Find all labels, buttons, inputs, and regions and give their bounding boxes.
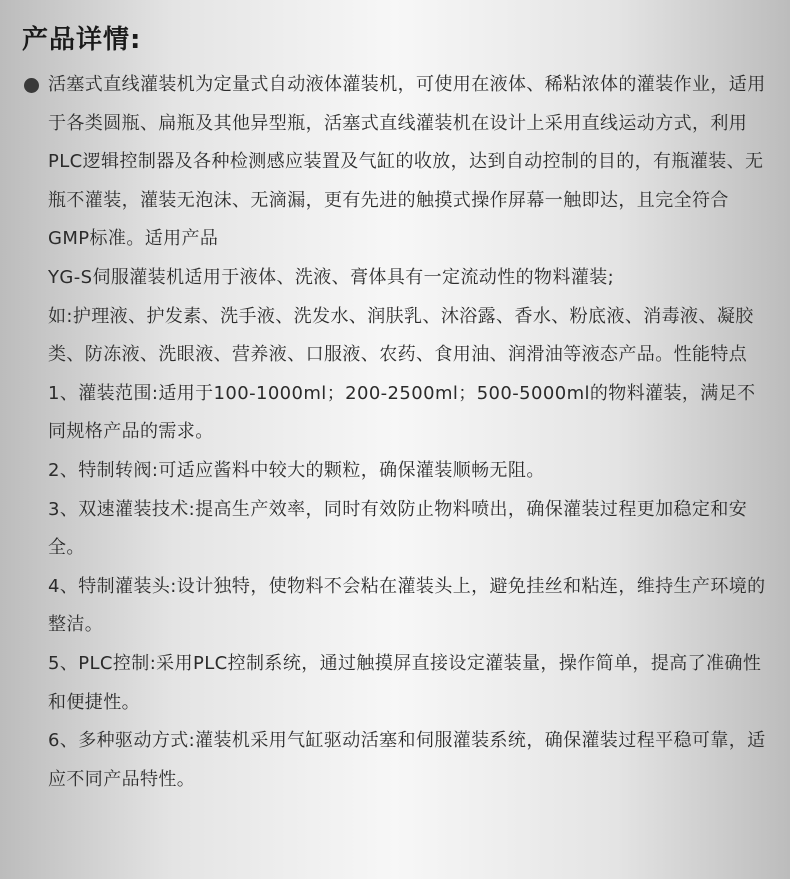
feature-item: 1、灌装范围:适用于100-1000ml；200-2500ml；500-5000ml的物料灌装，满足不同规格产品的需求。 [48,382,756,443]
feature-item: 4、特制灌装头:设计独特，使物料不会粘在灌装头上，避免挂丝和粘连，维持生产环境的整洁。 [48,575,766,636]
examples-paragraph: 如:护理液、护发素、洗手液、洗发水、润肤乳、沐浴露、香水、粉底液、消毒液、凝胶类、防冻液、洗眼液、营养液、口服液、农药、食用油、润滑油等液态产品。性能特点 [48,305,754,366]
feature-item: 5、PLC控制:采用PLC控制系统，通过触摸屏直接设定灌装量，操作简单，提高了准确性和便捷性。 [48,652,762,713]
bullet-dot-icon [24,78,39,93]
feature-item: 2、特制转阀:可适应酱料中较大的颗粒，确保灌装顺畅无阻。 [48,459,545,481]
feature-item: 6、多种驱动方式:灌装机采用气缸驱动活塞和伺服灌装系统，确保灌装过程平稳可靠，适应不同产品特性。 [48,730,766,790]
feature-item: 3、双速灌装技术:提高生产效率，同时有效防止物料喷出，确保灌装过程更加稳定和安全。 [48,498,748,559]
page-title: 产品详情: [22,25,142,55]
details-body [22,66,768,799]
applicable-paragraph: YG-S伺服灌装机适用于液体、洗液、膏体具有一定流动性的物料灌装; [48,266,615,288]
intro-paragraph: 活塞式直线灌装机为定量式自动液体灌装机，可使用在液体、稀粘浓体的灌装作业，适用于各类圆瓶、扁瓶及其他异型瓶，活塞式直线灌装机在设计上采用直线运动方式，利用PLC逻辑控制器及各种检测感应装置及气缸的收放，达到自动控制的目的，有瓶灌装、无瓶不灌装，灌装无泡沫、无滴漏，更有先进的触摸式操作屏幕一触即达，且完全符合GMP标准。适用产品 [48,74,766,250]
